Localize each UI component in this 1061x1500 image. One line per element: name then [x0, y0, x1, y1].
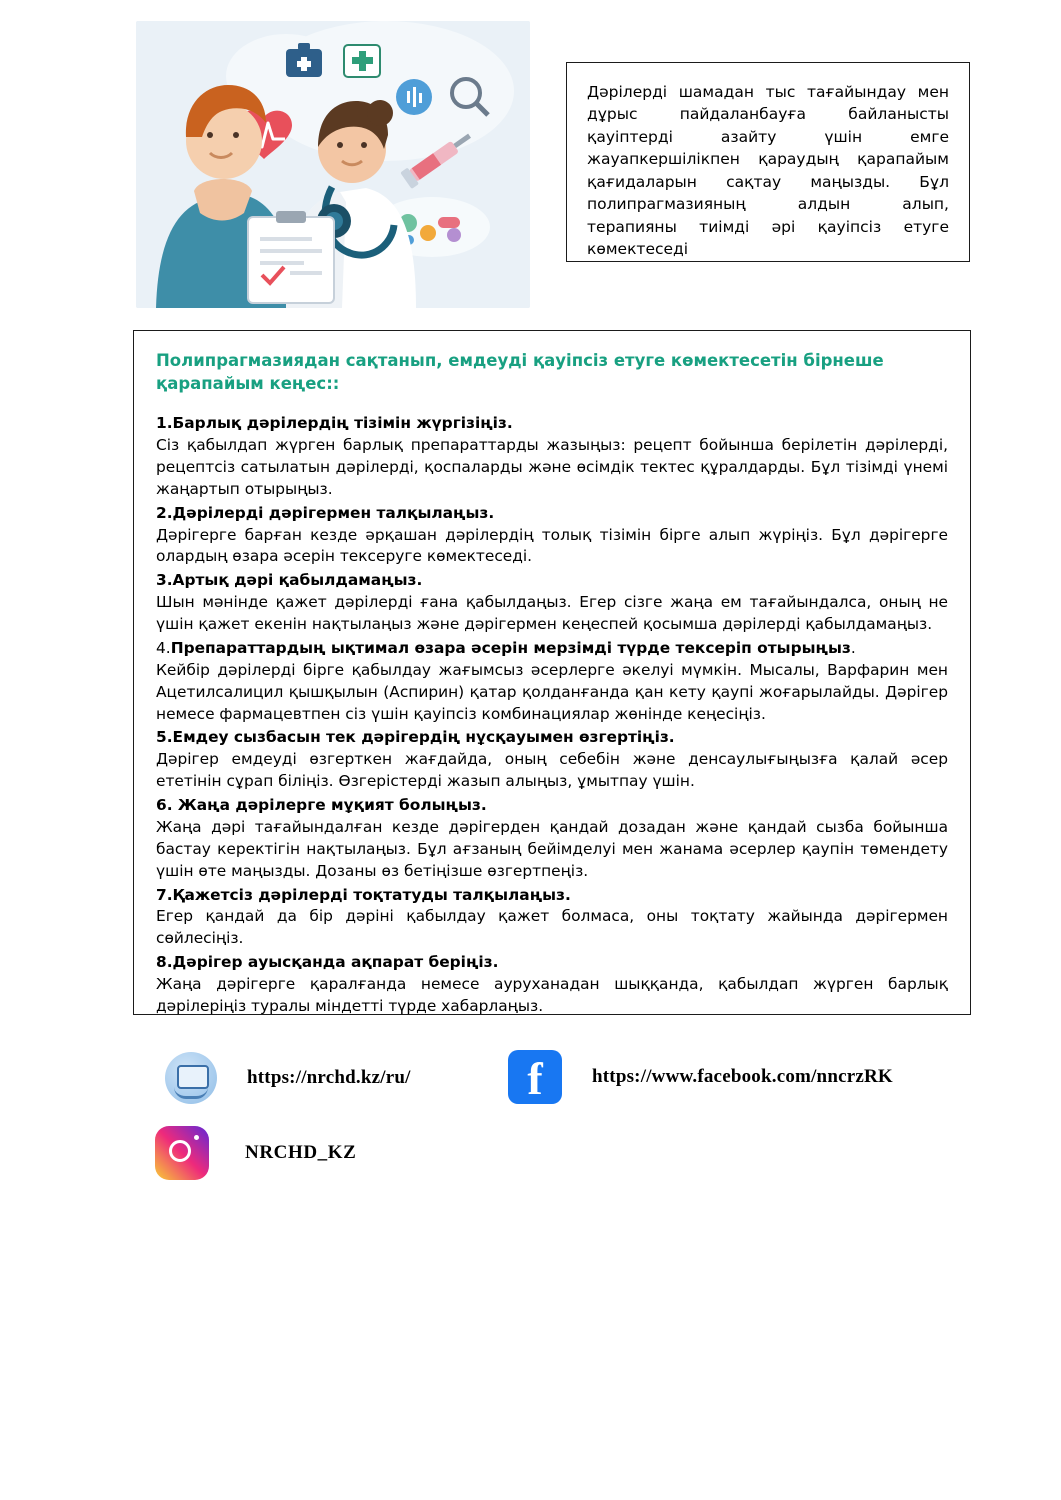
instagram-handle[interactable]: NRCHD_KZ — [245, 1142, 357, 1163]
tip-body: Егер қандай да бір дәріні қабылдау қажет болмаса, оны тоқтату жайында дәрігермен сөйлесіңіз. — [156, 907, 948, 948]
facebook-icon — [508, 1050, 562, 1104]
globe-icon — [165, 1052, 217, 1104]
tip-body: Шын мәнінде қажет дәрілерді ғана қабылдаңыз. Егер сізге жаңа ем тағайындалса, оның не үшін қажет екенін нақтылаңыз және дәрігермен кеңеспей қосымша дәрілерді қабылдамаңыз. — [156, 593, 948, 634]
tip-heading: 3.Артық дәрі қабылдамаңыз. — [156, 571, 423, 590]
facebook-link-row[interactable] — [508, 1050, 893, 1104]
facebook-glyph: f — [527, 1053, 543, 1104]
tip-item — [156, 727, 948, 793]
tip-item — [156, 638, 948, 726]
tip-heading: 1.Барлық дәрілердің тізімін жүргізіңіз. — [156, 414, 513, 433]
tip-body: Дәрігерге барған кезде әрқашан дәрілердің толық тізімін бірге алып жүріңіз. Бұл дәрігерге олардың өзара әсерін тексеруге көмектеседі. — [156, 525, 948, 566]
website-link-row[interactable] — [165, 1052, 411, 1104]
tip-body: Жаңа дәрі тағайындалған кезде дәрігерден қандай дозадан және қандай сызба бойынша бастау керектігін нақтылаңыз. Бұл ағзаның бейімделуі мен жанама әсерлер қаупін төмендету үшін өте маңызды. Дозаны өз бетіңізше өзгертпеңіз. — [156, 817, 948, 880]
footer-links — [0, 1040, 1061, 1240]
website-url[interactable]: https://nrchd.kz/ru/ — [247, 1067, 411, 1088]
tip-item — [156, 885, 948, 951]
tip-heading: 6. Жаңа дәрілерге мұқият болыңыз. — [156, 796, 487, 815]
tip-item — [156, 795, 948, 883]
tip-item — [156, 570, 948, 636]
notice-text: Дәрілерді шамадан тыс тағайындау мен дұрыс пайдаланбауға байланысты қауіптерді азайту үшін емге жауапкершілікпен қараудың қарапайым қағидаларын сақтау маңызды. Бұл полипрагмазияның алдын алып, терапияны тиімді әрі қауіпсіз етуге көмектеседі — [587, 83, 949, 259]
tip-item — [156, 413, 948, 501]
tip-body: Жаңа дәрігерге қаралғанда немесе ауруханадан шыққанда, қабылдап жүрген барлық дәрілеріңіз туралы міндетті түрде хабарлаңыз. — [156, 975, 948, 1015]
illustration-svg — [136, 21, 530, 308]
tip-number: 4. — [156, 638, 171, 657]
tip-heading — [156, 638, 948, 660]
facebook-url[interactable]: https://www.facebook.com/nncrzRK — [592, 1066, 893, 1087]
tip-heading-bold: Препараттардың ықтимал өзара әсерін мерзімді түрде тексеріп отырыңыз — [170, 638, 851, 657]
instagram-icon — [155, 1126, 209, 1180]
notice-box — [566, 62, 970, 262]
doctor-patient-illustration — [136, 21, 530, 308]
tip-body: Кейбір дәрілерді бірге қабылдау жағымсыз әсерлерге әкелуі мүмкін. Мысалы, Варфарин мен Ацетилсалицил қышқылын (Аспирин) қатар қолданғанда қан кету қаупі жоғарылайды. Дәрігер немесе фармацевтпен сіз үшін қауіпсіз комбинациялар жөнінде кеңесіңіз. — [156, 660, 948, 723]
tip-body: Дәрігер емдеуді өзгерткен жағдайда, оның себебін және денсаулығыңызға қалай әсер ететінін сұрап біліңіз. Өзгерістерді жазып алыңыз, ұмытпау үшін. — [156, 750, 948, 791]
tip-item — [156, 503, 948, 569]
instagram-link-row[interactable] — [155, 1126, 356, 1180]
tip-item — [156, 952, 948, 1018]
advice-title-line2: қарапайым кеңес:: — [156, 374, 340, 394]
tip-heading: 7.Қажетсіз дәрілерді тоқтатуды талқылаңыз. — [156, 885, 571, 904]
tip-heading: 8.Дәрігер ауысқанда ақпарат беріңіз. — [156, 953, 499, 972]
tip-heading: 5.Емдеу сызбасын тек дәрігердің нұсқауымен өзгертіңіз. — [156, 728, 675, 747]
advice-box — [133, 330, 971, 1015]
tip-heading-suffix: . — [850, 638, 856, 657]
tip-heading: 2.Дәрілерді дәрігермен талқылаңыз. — [156, 503, 495, 522]
header-section — [0, 14, 1061, 314]
advice-title — [156, 349, 948, 395]
advice-title-line1: Полипрагмазиядан сақтанып, емдеуді қауіпсіз етуге көмектесетін бірнеше — [156, 351, 884, 370]
tip-body: Сіз қабылдап жүрген барлық препараттарды жазыңыз: рецепт бойынша берілетін дәрілерді, рецептсіз сатылатын дәрілерді, қоспаларды және өсімдік тектес құралдарды. Бұл тізімді үнемі жаңартып отырыңыз. — [156, 436, 948, 498]
